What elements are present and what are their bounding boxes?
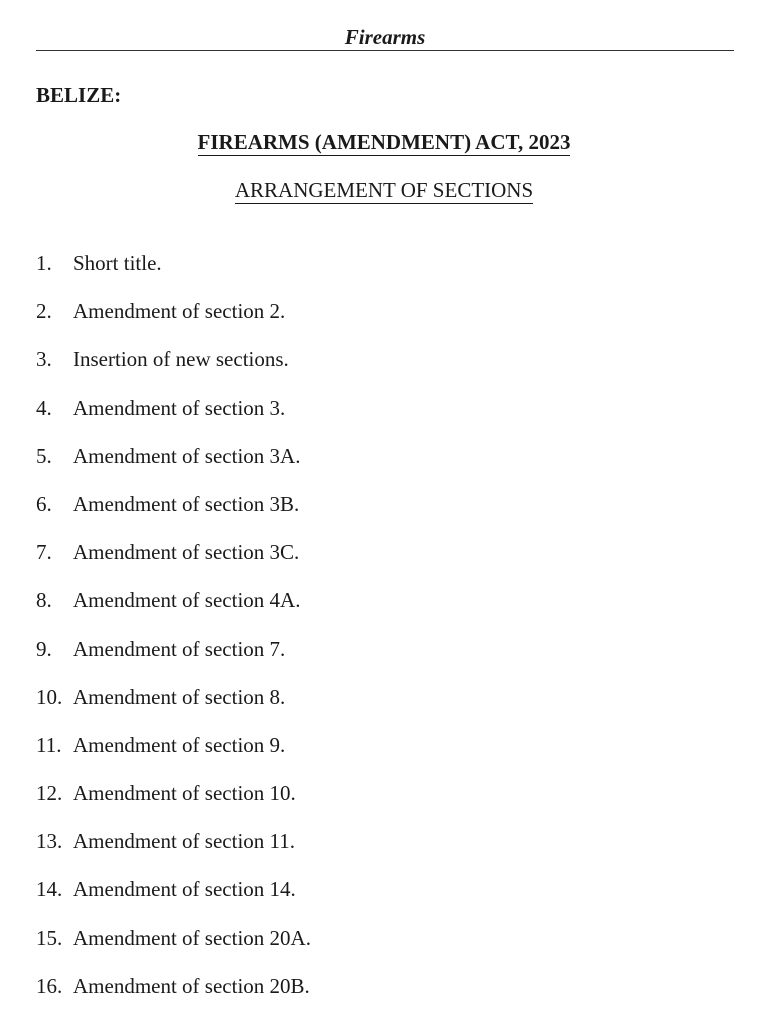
list-item [36, 684, 311, 732]
section-number: 10. [36, 684, 63, 709]
section-number: 13. [36, 829, 63, 854]
section-number: 9. [36, 636, 52, 661]
section-title: Short title. [73, 251, 162, 275]
list-item [36, 876, 311, 924]
list-item [36, 250, 311, 298]
section-title: Amendment of section 3. [73, 395, 286, 420]
section-title: Amendment of section 3B. [73, 491, 300, 516]
section-number: 5. [36, 443, 52, 468]
list-item [36, 298, 311, 346]
list-item [36, 732, 311, 780]
section-title: Amendment of section 7. [73, 636, 286, 661]
list-item [36, 780, 311, 828]
section-number: 15. [36, 925, 63, 950]
list-item [36, 346, 311, 394]
list-item [36, 539, 311, 587]
list-item [36, 636, 311, 684]
section-number: 16. [36, 973, 63, 998]
section-title: Amendment of section 9. [73, 732, 286, 757]
section-number: 3. [36, 347, 52, 372]
section-title: Amendment of section 14. [73, 877, 296, 902]
running-header-title: Firearms [344, 25, 426, 49]
section-number: 14. [36, 877, 63, 902]
list-item [36, 828, 311, 876]
section-number: 8. [36, 588, 52, 613]
list-item [36, 973, 311, 1021]
section-number: 7. [36, 540, 52, 565]
act-title-text: FIREARMS (AMENDMENT) ACT, 2023 [197, 130, 571, 154]
section-title: Amendment of section 20A. [73, 925, 311, 950]
section-title: Amendment of section 4A. [73, 588, 301, 613]
list-item [36, 443, 311, 491]
section-number: 4. [36, 395, 52, 420]
arrangement-heading [0, 177, 768, 203]
section-title: Amendment of section 8. [73, 684, 286, 709]
arrangement-heading-text: ARRANGEMENT OF SECTIONS [234, 178, 534, 202]
sections-list [36, 250, 311, 1021]
running-header [36, 24, 734, 51]
act-title [0, 129, 768, 155]
section-title: Amendment of section 11. [73, 829, 296, 854]
section-title: Amendment of section 10. [73, 781, 296, 806]
section-title: Amendment of section 2. [73, 299, 286, 324]
list-item [36, 395, 311, 443]
country-label: BELIZE: [36, 83, 122, 107]
list-item [36, 925, 311, 973]
section-number: 6. [36, 491, 52, 516]
section-title: Amendment of section 20B. [73, 973, 310, 998]
section-number: 1. [36, 251, 52, 275]
section-number: 12. [36, 781, 63, 806]
section-number: 2. [36, 299, 52, 324]
list-item [36, 587, 311, 635]
section-title: Insertion of new sections. [73, 347, 289, 372]
list-item [36, 491, 311, 539]
section-title: Amendment of section 3C. [73, 540, 300, 565]
section-number: 11. [36, 732, 62, 757]
section-title: Amendment of section 3A. [73, 443, 301, 468]
